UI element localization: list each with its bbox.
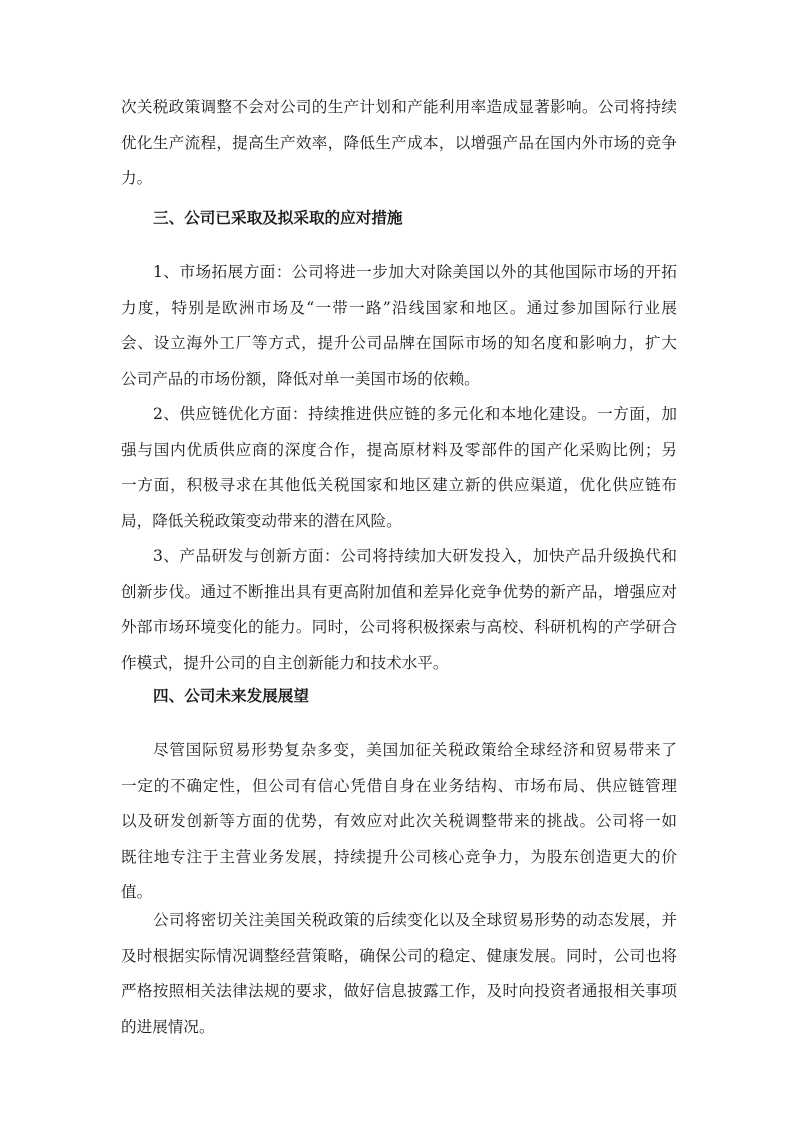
section-heading-outlook: 四、公司未来发展展望 bbox=[153, 687, 309, 705]
text-line: 2、供应链优化方面：持续推进供应链的多元化和本地化建设。一方面，加 bbox=[153, 405, 677, 423]
text-line: 外部市场环境变化的能力。同时，公司将积极探索与高校、科研机构的产学研合 bbox=[121, 618, 677, 636]
text-line: 1、市场拓展方面：公司将进一步加大对除美国以外的其他国际市场的开拓 bbox=[153, 263, 677, 281]
paragraph-supply-chain bbox=[121, 397, 677, 539]
text-line: 尽管国际贸易形势复杂多变，美国加征关税政策给全球经济和贸易带来了 bbox=[153, 741, 677, 759]
text-line: 既往地专注于主营业务发展，持续提升公司核心竞争力，为股东创造更大的价 bbox=[121, 847, 677, 866]
text-line: 优化生产流程，提高生产效率，降低生产成本，以增强产品在国内外市场的竞争 bbox=[121, 133, 677, 152]
text-line: 严格按照相关法律法规的要求，做好信息披露工作，及时向投资者通报相关事项 bbox=[121, 982, 677, 1000]
text-line: 一方面，积极寻求在其他低关税国家和地区建立新的供应渠道，优化供应链布 bbox=[121, 476, 677, 494]
text-line: 以及研发创新等方面的优势，有效应对此次关税调整带来的挑战。公司将一如 bbox=[121, 812, 677, 830]
paragraph-rnd-innovation bbox=[121, 539, 677, 681]
text-line: 值。 bbox=[121, 883, 153, 901]
text-line: 公司产品的市场份额，降低对单一美国市场的依赖。 bbox=[121, 369, 480, 388]
paragraph-closing bbox=[121, 903, 677, 1045]
text-line: 局，降低关税政策变动带来的潜在风险。 bbox=[121, 511, 402, 530]
text-line: 力。 bbox=[121, 169, 153, 187]
text-line: 3、产品研发与创新方面：公司将持续加大研发投入，加快产品升级换代和 bbox=[153, 547, 677, 565]
text-line: 次关税政策调整不会对公司的生产计划和产能利用率造成显著影响。公司将持续 bbox=[121, 98, 677, 116]
paragraph-market-expansion bbox=[121, 255, 677, 397]
text-line: 创新步伐。通过不断推出具有更高附加值和差异化竞争优势的新产品，增强应对 bbox=[121, 582, 677, 601]
text-line: 及时根据实际情况调整经营策略，确保公司的稳定、健康发展。同时，公司也将 bbox=[121, 946, 677, 965]
text-line: 力度，特别是欧洲市场及“一带一路”沿线国家和地区。通过参加国际行业展 bbox=[121, 298, 677, 317]
text-line: 的进展情况。 bbox=[121, 1017, 215, 1036]
text-line: 一定的不确定性，但公司有信心凭借自身在业务结构、市场布局、供应链管理 bbox=[121, 776, 677, 795]
section-heading-measures: 三、公司已采取及拟采取的应对措施 bbox=[153, 209, 403, 227]
text-line: 公司将密切关注美国关税政策的后续变化以及全球贸易形势的动态发展，并 bbox=[153, 911, 677, 929]
text-line: 作模式，提升公司的自主创新能力和技术水平。 bbox=[121, 653, 449, 672]
paragraph-outlook bbox=[121, 733, 677, 911]
paragraph-production-impact bbox=[121, 90, 677, 197]
text-line: 会、设立海外工厂等方式，提升公司品牌在国际市场的知名度和影响力，扩大 bbox=[121, 334, 677, 352]
text-line: 强与国内优质供应商的深度合作，提高原材料及零部件的国产化采购比例；另 bbox=[121, 440, 677, 459]
